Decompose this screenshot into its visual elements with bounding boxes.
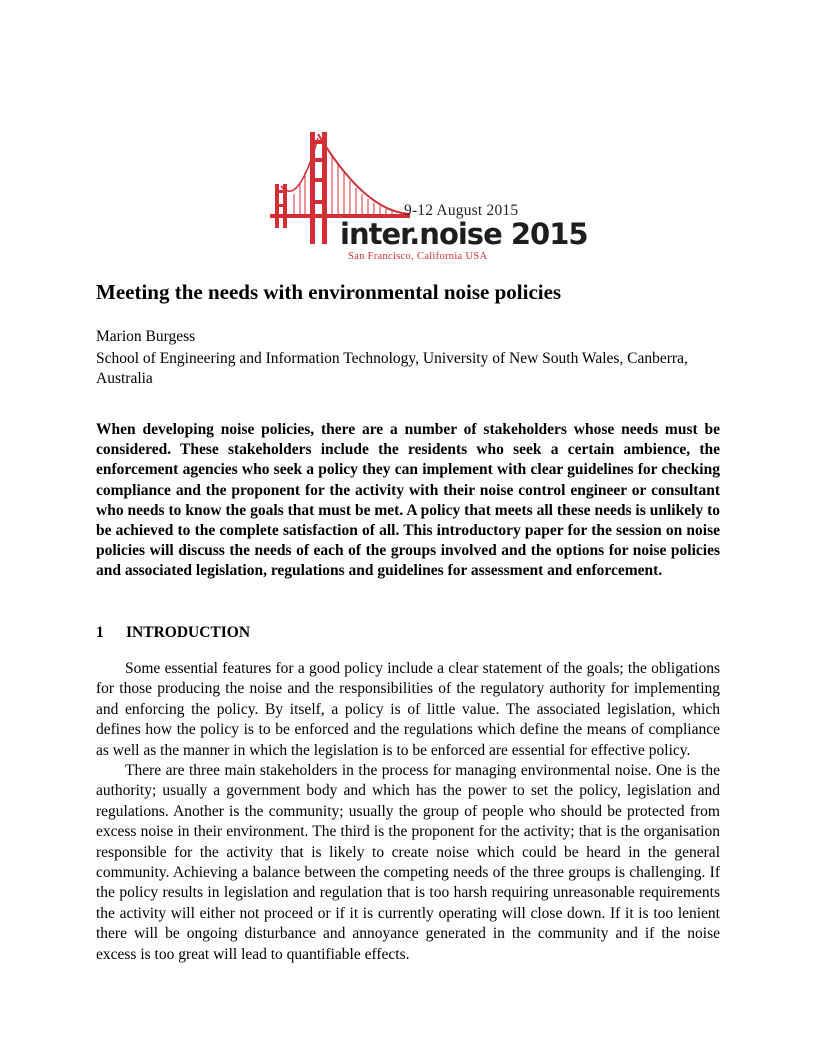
conference-location: San Francisco, California USA	[348, 251, 488, 262]
paragraph: There are three main stakeholders in the process for managing environmental noise. One is the authority; usually a government body and which has the power to set the policy, legislation and regulations. Another is the community; usually the group of people who should be protected from excess noise in their environment. The third is the proponent for the activity; that is the organisation responsible for the activity that is likely to create noise which could be heard in the general community. Achieving a balance between the competing needs of the three groups is challenging. If the policy results in legislation and regulation that is too harsh requiring unreasonable requirements the activity will either not proceed or if it is currently operating will close down. If it is too lenient there will be ongoing disturbance and annoyance generated in the community and if the noise excess is too great will lead to quantifiable effects.	[96, 762, 720, 963]
conference-dates: 9-12 August 2015	[404, 202, 519, 219]
author-affiliation: School of Engineering and Information Technology, University of New South Wales, Canberra, Australia	[96, 350, 688, 387]
conference-brand: inter.noise 2015	[340, 217, 588, 251]
author-name: Marion Burgess	[96, 328, 196, 345]
section-body	[96, 659, 720, 965]
conference-logo	[270, 128, 588, 266]
section-number: 1	[96, 624, 104, 641]
paper-title: Meeting the needs with environmental noise policies	[96, 280, 562, 304]
section-heading	[96, 624, 250, 642]
abstract: When developing noise policies, there are a number of stakeholders whose needs must be considered. These stakeholders include the residents who seek a certain ambience, the enforcement agencies who seek a policy they can implement with clear guidelines for checking compliance and the proponent for the activity with their noise control engineer or consultant who needs to know the goals that must be met. A policy that meets all these needs is unlikely to be achieved to the complete satisfaction of all. This introductory paper for the session on noise policies will discuss the needs of each of the groups involved and the options for noise policies and associated legislation, regulations and guidelines for assessment and enforcement.	[96, 421, 720, 580]
paragraph: Some essential features for a good policy include a clear statement of the goals; the obligations for those producing the noise and the responsibilities of the regulatory authority for implementing and enforcing the policy. By itself, a policy is of little value. The associated legislation, which defines how the policy is to be enforced and the regulations which define the means of compliance as well as the manner in which the legislation is to be enforced are essential for effective policy.	[96, 660, 720, 759]
section-title: INTRODUCTION	[126, 624, 251, 641]
